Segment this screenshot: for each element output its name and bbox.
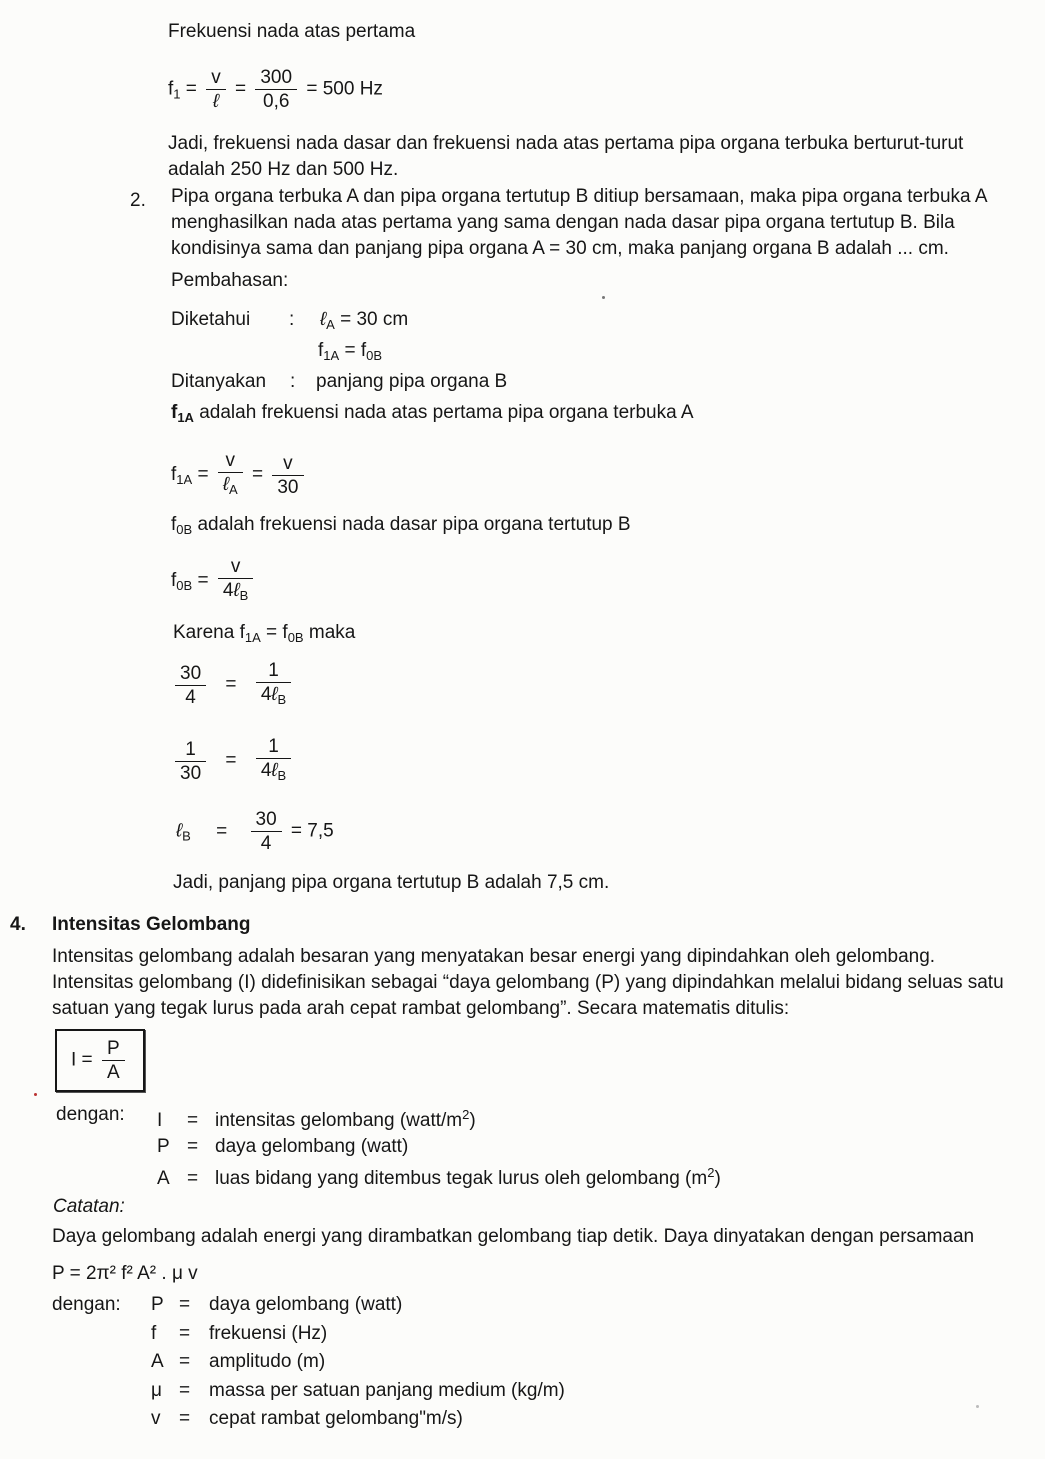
result-75: = 7,5	[290, 820, 334, 842]
ditanyakan-label: Ditanyakan	[171, 371, 267, 392]
ditanyakan-value: panjang pipa organa B	[316, 371, 508, 392]
def-symbol: μ	[151, 1379, 162, 1401]
definition-row	[151, 1380, 851, 1409]
equation-f1a	[171, 449, 308, 501]
sub-a: A	[229, 482, 238, 497]
frac-v-4ellb	[218, 555, 253, 607]
eq-sign: =	[344, 340, 356, 361]
frac-den	[218, 579, 253, 607]
def-eq: =	[179, 1322, 191, 1344]
frac-num: v	[218, 449, 243, 473]
frac-num: 300	[255, 66, 297, 90]
ell-symbol: ℓ	[222, 474, 230, 495]
four: 4	[260, 684, 272, 705]
definition-row	[151, 1323, 851, 1352]
maka-word: maka	[308, 622, 356, 643]
scan-speck	[976, 1405, 979, 1408]
ell-symbol: ℓ	[233, 580, 240, 601]
frac-den: 4	[260, 833, 272, 854]
eq-sign: =	[197, 570, 209, 592]
section-number: 4.	[10, 914, 26, 935]
eq-sign: =	[266, 622, 278, 643]
sub-1a: 1A	[176, 472, 193, 488]
ell-symbol: ℓ	[271, 684, 278, 705]
frac-1-30	[175, 738, 206, 785]
diketahui-label: Diketahui	[171, 309, 251, 330]
eq-sign: =	[225, 674, 237, 696]
def-symbol: P	[157, 1136, 170, 1157]
value-30cm: = 30 cm	[340, 309, 409, 330]
def-text: cepat rambat gelombang"m/s)	[209, 1408, 463, 1429]
colon: :	[290, 371, 296, 392]
sub-1a: 1A	[177, 410, 194, 425]
frac-den: 30	[180, 762, 202, 784]
scan-speck	[34, 1093, 37, 1096]
equation-step2	[171, 735, 295, 787]
frac-num: 1	[256, 659, 291, 683]
def-sup: 2	[462, 1107, 470, 1122]
sub-b: B	[277, 768, 287, 783]
def-symbol: A	[151, 1351, 164, 1372]
f0b-desc-text: adalah frekuensi nada dasar pipa organa tertutup B	[197, 514, 631, 535]
def-eq: =	[187, 1168, 199, 1189]
eq-sign: =	[197, 464, 209, 486]
frac-den	[256, 683, 291, 711]
def-text: daya gelombang (watt)	[209, 1294, 403, 1315]
sub-0b: 0B	[366, 348, 383, 363]
def-symbol: P	[151, 1294, 164, 1315]
def-symbol: A	[157, 1168, 170, 1189]
def-tail: )	[469, 1110, 476, 1131]
frac-v-ella	[218, 449, 243, 501]
def-symbol: v	[151, 1408, 161, 1429]
karena-word: Karena	[173, 622, 235, 643]
def-eq: =	[179, 1408, 191, 1429]
section-title: Intensitas Gelombang	[52, 914, 251, 935]
f1-label: f	[168, 78, 174, 100]
frac-den: 30	[277, 476, 299, 498]
equation-step1	[171, 659, 295, 711]
sub-b: B	[277, 692, 287, 707]
formula-lhs: I =	[71, 1049, 93, 1071]
definition-row	[151, 1294, 851, 1323]
equation-f0b	[171, 555, 257, 607]
colon: :	[289, 309, 295, 330]
ell-symbol: ℓ	[271, 760, 278, 781]
frac-den	[218, 473, 243, 501]
definition-row	[151, 1408, 851, 1437]
frac-den: ℓ	[212, 91, 220, 112]
section-intro: Intensitas gelombang adalah besaran yang menyatakan besar energi yang dipindahkan oleh gelombang. Intensitas gelombang (I) didefinisikan sebagai “daya gelombang (P) yang dipindahkan melalui bidang seluas satu satuan yang tegak lurus pada arah cepat rambat gelombang”. Secara matematis ditulis:	[52, 946, 1004, 1019]
sub-1a: 1A	[323, 348, 340, 363]
def-eq: =	[179, 1294, 191, 1315]
eq-sign: =	[234, 78, 247, 100]
equation-result	[176, 808, 334, 855]
def-symbol: I	[157, 1110, 163, 1131]
question-number: 2.	[130, 190, 146, 211]
definition-row	[157, 1165, 997, 1194]
sub-0b: 0B	[176, 578, 193, 594]
f-symbol: f	[171, 570, 177, 592]
definition-row	[151, 1351, 851, 1380]
eq-sign: =	[216, 820, 228, 842]
f-symbol: f	[282, 622, 288, 643]
equation-f1	[168, 66, 383, 113]
def-text: daya gelombang (watt)	[215, 1136, 409, 1157]
f-symbol: f	[360, 340, 367, 361]
f0b-description	[171, 514, 631, 537]
catatan-label: Catatan:	[53, 1196, 125, 1217]
known-length-a	[320, 309, 408, 332]
sub-1a: 1A	[244, 630, 261, 645]
f1a-desc-text: adalah frekuensi nada atas pertama pipa organa terbuka A	[199, 402, 694, 423]
heading-overtone: Frekuensi nada atas pertama	[168, 21, 416, 42]
f-symbol: f	[171, 514, 177, 535]
conclusion-2: Jadi, panjang pipa organa tertutup B adalah 7,5 cm.	[173, 872, 610, 893]
f-symbol: f	[171, 402, 178, 423]
ell-symbol: ℓ	[320, 309, 327, 330]
pembahasan-label: Pembahasan:	[171, 270, 289, 291]
definition-row	[157, 1136, 997, 1165]
eq-sign: =	[185, 78, 197, 100]
ell-symbol: ℓ	[176, 820, 183, 842]
def-eq: =	[179, 1379, 191, 1401]
f1-sub: 1	[173, 86, 181, 102]
frac-den	[256, 759, 291, 787]
frac-1-4ellb	[256, 659, 291, 711]
def-eq: =	[187, 1110, 199, 1131]
frac-v-ell	[206, 66, 226, 113]
def-eq: =	[179, 1351, 191, 1372]
definition-row	[157, 1107, 997, 1136]
four: 4	[260, 760, 272, 781]
f-symbol: f	[239, 622, 245, 643]
sub-0b: 0B	[176, 522, 193, 537]
f-symbol: f	[318, 340, 324, 361]
frac-v-30	[272, 452, 303, 499]
frac-num: 1	[256, 735, 291, 759]
frac-num: 1	[175, 738, 206, 762]
eq-sign: =	[225, 750, 237, 772]
frac-num: 30	[251, 808, 282, 832]
frac-30-4	[175, 662, 206, 709]
f-symbol: f	[171, 464, 177, 486]
frac-p-a	[102, 1037, 125, 1084]
def-text: luas bidang yang ditembus tegak lurus oleh gelombang (m	[215, 1168, 708, 1189]
frac-num: v	[272, 452, 303, 476]
sub-b: B	[239, 588, 249, 603]
frac-300-06	[255, 66, 297, 113]
def-symbol: f	[151, 1322, 157, 1344]
def-text: amplitudo (m)	[209, 1351, 326, 1372]
eq-sign: =	[251, 464, 264, 486]
def-text: frekuensi (Hz)	[209, 1322, 328, 1344]
def-text: intensitas gelombang (watt/m	[215, 1110, 463, 1131]
frac-den: 0,6	[263, 91, 290, 112]
conclusion-1: Jadi, frekuensi nada dasar dan frekuensi nada atas pertama pipa organa terbuka berturut-turut adalah 250 Hz dan 500 Hz.	[168, 133, 964, 180]
question-text: Pipa organa terbuka A dan pipa organa tertutup B ditiup bersamaan, maka pipa organa terbuka A menghasilkan nada atas pertama yang sama dengan nada dasar pipa organa tertutup B. Bila kondisinya sama dan panjang pipa organa A = 30 cm, maka panjang organa B adalah ... cm.	[171, 186, 987, 259]
frac-30-4	[251, 808, 282, 855]
dengan-label: dengan:	[56, 1104, 125, 1125]
result-500: = 500 Hz	[306, 78, 383, 100]
scan-speck	[602, 296, 605, 299]
frac-1-4ellb	[256, 735, 291, 787]
definitions-list-1	[157, 1107, 997, 1194]
power-equation: P = 2π² f² A² . μ v	[52, 1263, 198, 1284]
known-freq-equal	[318, 340, 382, 363]
sub-a: A	[326, 317, 335, 332]
sub-0b: 0B	[287, 630, 304, 645]
four: 4	[222, 580, 234, 601]
frac-num: v	[206, 66, 226, 90]
def-sup: 2	[707, 1165, 715, 1180]
f1a-description	[171, 402, 694, 425]
def-eq: =	[187, 1136, 199, 1157]
frac-num: P	[102, 1037, 125, 1061]
karena-line	[173, 622, 355, 645]
def-tail: )	[714, 1168, 721, 1189]
def-text: massa per satuan panjang medium (kg/m)	[209, 1379, 565, 1401]
frac-den: A	[106, 1062, 120, 1083]
dengan-label-2: dengan:	[52, 1294, 121, 1315]
sub-b: B	[182, 828, 191, 844]
daya-description: Daya gelombang adalah energi yang dirambatkan gelombang tiap detik. Daya dinyatakan dengan persamaan	[52, 1226, 975, 1247]
frac-num: v	[218, 555, 253, 579]
definitions-list-2	[151, 1294, 851, 1437]
frac-den: 4	[185, 686, 196, 708]
frac-num: 30	[175, 662, 206, 686]
intensity-formula-box	[55, 1029, 145, 1092]
